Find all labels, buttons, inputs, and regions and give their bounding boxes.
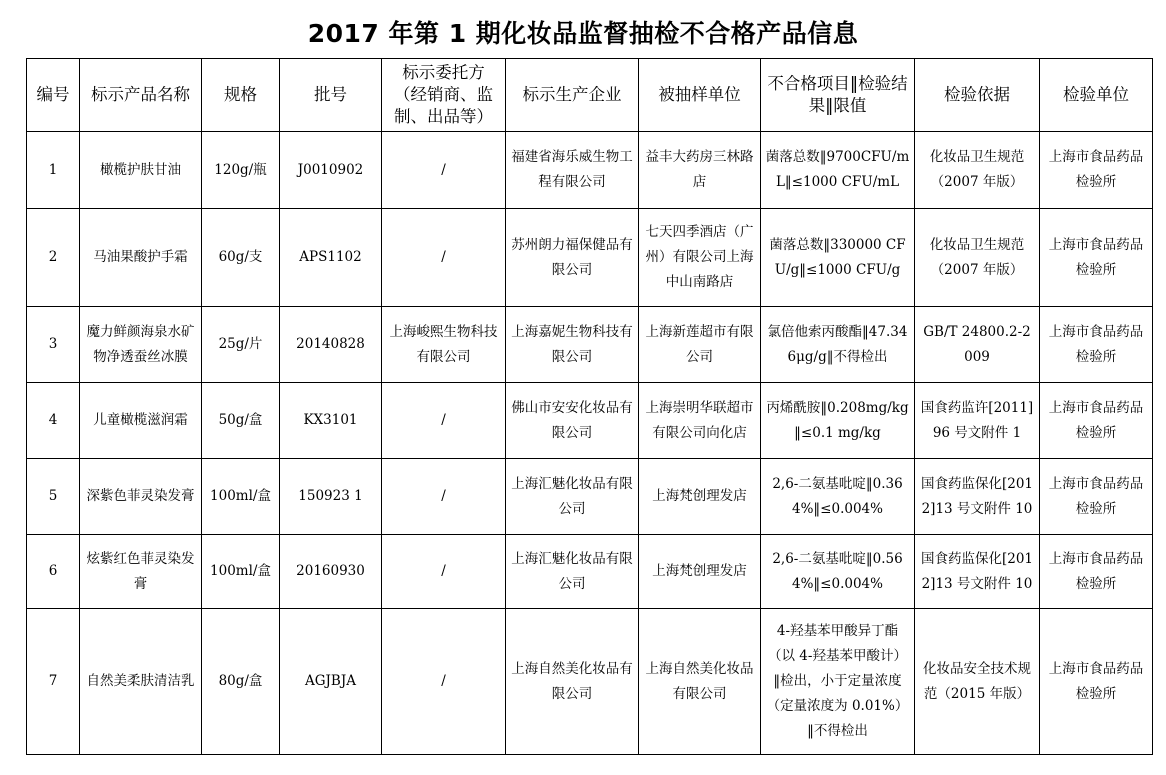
table-row [27, 209, 1153, 307]
cell-lab: 上海市食品药品检验所 [1040, 209, 1153, 307]
cell-basis: 国食药监保化[2012]13 号文附件 10 [915, 459, 1040, 535]
header-row [27, 59, 1153, 132]
cell-sampled-unit: 上海自然美化妆品有限公司 [639, 609, 761, 755]
header-cell: 标示生产企业 [506, 59, 639, 132]
header-cell: 批号 [280, 59, 382, 132]
cell-spec: 60g/支 [202, 209, 280, 307]
cell-no: 5 [27, 459, 80, 535]
cell-no: 6 [27, 535, 80, 609]
header-cell: 标示产品名称 [80, 59, 202, 132]
header-cell: 检验依据 [915, 59, 1040, 132]
header-cell: 规格 [202, 59, 280, 132]
header-cell: 不合格项目‖检验结果‖限值 [761, 59, 915, 132]
cell-spec: 25g/片 [202, 307, 280, 383]
cell-product-name: 儿童橄榄滋润霜 [80, 383, 202, 459]
cell-spec: 100ml/盒 [202, 459, 280, 535]
cell-manufacturer: 上海汇魅化妆品有限公司 [506, 459, 639, 535]
table-row [27, 609, 1153, 755]
table-row [27, 132, 1153, 209]
cell-sampled-unit: 七天四季酒店（广州）有限公司上海中山南路店 [639, 209, 761, 307]
cell-sampled-unit: 上海崇明华联超市有限公司向化店 [639, 383, 761, 459]
cell-result: 丙烯酰胺‖0.208mg/kg‖≤0.1 mg/kg [761, 383, 915, 459]
table-row [27, 307, 1153, 383]
cell-lab: 上海市食品药品检验所 [1040, 307, 1153, 383]
cell-spec: 100ml/盒 [202, 535, 280, 609]
cell-result: 2,6-二氨基吡啶‖0.564%‖≤0.004% [761, 535, 915, 609]
cell-manufacturer: 佛山市安安化妆品有限公司 [506, 383, 639, 459]
cell-lab: 上海市食品药品检验所 [1040, 383, 1153, 459]
header-cell: 编号 [27, 59, 80, 132]
cell-client: / [382, 383, 506, 459]
cell-batch: 20140828 [280, 307, 382, 383]
header-cell: 标示委托方（经销商、监制、出品等） [382, 59, 506, 132]
cell-product-name: 炫紫红色菲灵染发膏 [80, 535, 202, 609]
cell-client: / [382, 132, 506, 209]
cell-product-name: 深紫色菲灵染发膏 [80, 459, 202, 535]
cell-lab: 上海市食品药品检验所 [1040, 459, 1153, 535]
cell-no: 7 [27, 609, 80, 755]
cell-batch: J0010902 [280, 132, 382, 209]
cell-client: / [382, 535, 506, 609]
cell-spec: 50g/盒 [202, 383, 280, 459]
cell-result: 氯倍他索丙酸酯‖47.346μg/g‖不得检出 [761, 307, 915, 383]
table-row [27, 383, 1153, 459]
cell-basis: 国食药监许[2011]96 号文附件 1 [915, 383, 1040, 459]
cell-no: 4 [27, 383, 80, 459]
cell-manufacturer: 苏州朗力福保健品有限公司 [506, 209, 639, 307]
cell-result: 4-羟基苯甲酸异丁酯（以 4-羟基苯甲酸计）‖检出，小于定量浓度（定量浓度为 0.01%）‖不得检出 [761, 609, 915, 755]
cell-batch: 150923 1 [280, 459, 382, 535]
page-title: 2017 年第 1 期化妆品监督抽检不合格产品信息 [307, 19, 859, 48]
cell-batch: APS1102 [280, 209, 382, 307]
cell-result: 2,6-二氨基吡啶‖0.364%‖≤0.004% [761, 459, 915, 535]
cell-product-name: 马油果酸护手霜 [80, 209, 202, 307]
cell-sampled-unit: 上海梵创理发店 [639, 535, 761, 609]
cell-client: 上海峻熙生物科技有限公司 [382, 307, 506, 383]
cell-basis: 国食药监保化[2012]13 号文附件 10 [915, 535, 1040, 609]
cell-lab: 上海市食品药品检验所 [1040, 609, 1153, 755]
cell-lab: 上海市食品药品检验所 [1040, 132, 1153, 209]
cell-product-name: 魔力鲜颜海泉水矿物净透蚕丝冰膜 [80, 307, 202, 383]
cell-product-name: 自然美柔肤清洁乳 [80, 609, 202, 755]
cell-sampled-unit: 上海梵创理发店 [639, 459, 761, 535]
cell-basis: 化妆品卫生规范（2007 年版） [915, 132, 1040, 209]
cell-basis: GB/T 24800.2-2009 [915, 307, 1040, 383]
cell-basis: 化妆品卫生规范（2007 年版） [915, 209, 1040, 307]
cell-client: / [382, 609, 506, 755]
cell-batch: 20160930 [280, 535, 382, 609]
cell-client: / [382, 209, 506, 307]
cell-basis: 化妆品安全技术规范（2015 年版） [915, 609, 1040, 755]
cell-manufacturer: 上海嘉妮生物科技有限公司 [506, 307, 639, 383]
cell-client: / [382, 459, 506, 535]
cell-spec: 80g/盒 [202, 609, 280, 755]
cell-manufacturer: 上海汇魅化妆品有限公司 [506, 535, 639, 609]
cell-sampled-unit: 益丰大药房三林路店 [639, 132, 761, 209]
header-cell: 被抽样单位 [639, 59, 761, 132]
cell-sampled-unit: 上海新莲超市有限公司 [639, 307, 761, 383]
cell-spec: 120g/瓶 [202, 132, 280, 209]
cell-result: 菌落总数‖330000 CFU/g‖≤1000 CFU/g [761, 209, 915, 307]
table-row [27, 459, 1153, 535]
cell-no: 2 [27, 209, 80, 307]
cell-manufacturer: 福建省海乐威生物工程有限公司 [506, 132, 639, 209]
cell-batch: AGJBJA [280, 609, 382, 755]
cell-batch: KX3101 [280, 383, 382, 459]
inspection-table [26, 58, 1153, 755]
cell-no: 1 [27, 132, 80, 209]
table-row [27, 535, 1153, 609]
cell-manufacturer: 上海自然美化妆品有限公司 [506, 609, 639, 755]
cell-no: 3 [27, 307, 80, 383]
cell-result: 菌落总数‖9700CFU/mL‖≤1000 CFU/mL [761, 132, 915, 209]
cell-lab: 上海市食品药品检验所 [1040, 535, 1153, 609]
header-cell: 检验单位 [1040, 59, 1153, 132]
cell-product-name: 橄榄护肤甘油 [80, 132, 202, 209]
